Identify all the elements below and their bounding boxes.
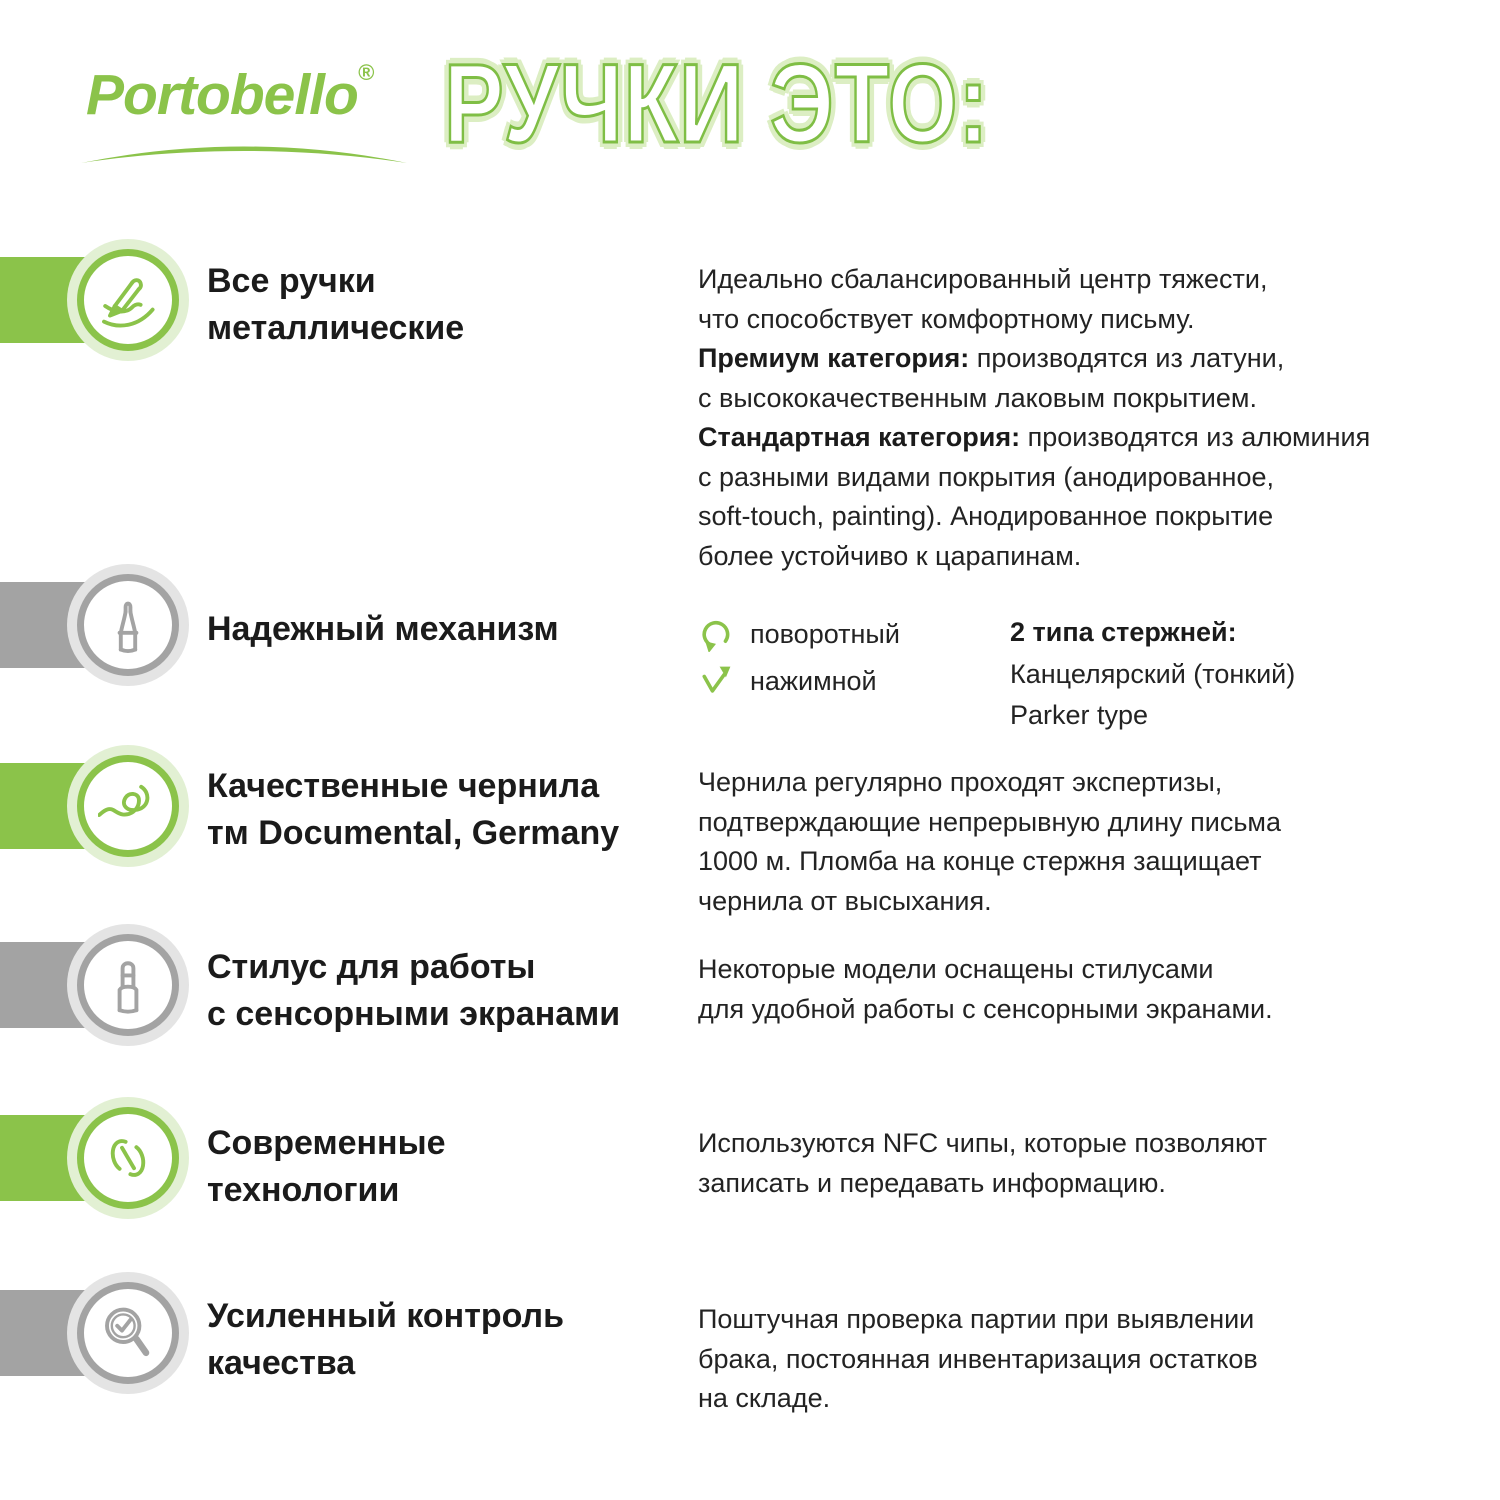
feature-heading xyxy=(207,606,559,653)
badge-ring xyxy=(77,934,179,1036)
heading-line: с сенсорными экранами xyxy=(207,995,621,1033)
feature-heading xyxy=(207,944,620,1038)
mechanism-item xyxy=(698,614,900,654)
feature-heading xyxy=(207,258,464,352)
feature-badge xyxy=(67,1272,189,1394)
feature-heading xyxy=(207,1120,446,1214)
feature-heading xyxy=(207,1293,564,1387)
mechanism-list xyxy=(698,614,900,701)
feature-heading xyxy=(207,763,619,857)
rotate-icon xyxy=(698,616,734,652)
heading-line: Усиленный контроль xyxy=(207,1297,565,1335)
feature-description: Используются NFC чипы, которые позволяют записать и передавать информацию. xyxy=(698,1128,1267,1198)
feature-badge xyxy=(67,924,189,1046)
feature-description: Чернила регулярно проходят экспертизы, подтверждающие непрерывную длину письма 1000 м. Пломба на конце стержня защищает чернила от высыхания. xyxy=(698,767,1281,916)
feature-badge xyxy=(67,745,189,867)
feature-description: Некоторые модели оснащены стилусами для удобной работы с сенсорными экранами. xyxy=(698,954,1273,1024)
heading-line: качества xyxy=(207,1344,356,1382)
logo-swoosh-icon xyxy=(76,138,412,168)
feature-badge xyxy=(67,564,189,686)
feature-description: Поштучная проверка партии при выявлении брака, постоянная инвентаризация остатков на складе. xyxy=(698,1304,1258,1413)
heading-line: Надежный механизм xyxy=(207,610,559,648)
badge-ring xyxy=(77,249,179,351)
refill-types-title: 2 типа стержней: xyxy=(1010,617,1237,647)
mechanism-label: поворотный xyxy=(750,618,900,649)
heading-line: металлические xyxy=(207,309,465,347)
heading-line: Стилус для работы xyxy=(207,948,536,986)
badge-ring xyxy=(77,574,179,676)
logo-text: Portobello xyxy=(86,63,358,127)
refill-type: Parker type xyxy=(1010,700,1149,730)
mechanism-item xyxy=(698,661,900,701)
refill-types xyxy=(1010,612,1295,737)
heading-line: Современные xyxy=(207,1124,446,1162)
push-icon xyxy=(698,663,734,699)
pen-writing-icon xyxy=(98,270,158,330)
portobello-logo xyxy=(86,60,375,127)
magnifier-check-icon xyxy=(98,1303,158,1363)
badge-ring xyxy=(77,755,179,857)
heading-line: Все ручки xyxy=(207,262,376,300)
ink-swirl-icon xyxy=(98,776,158,836)
feature-badge xyxy=(67,1097,189,1219)
mechanism-label: нажимной xyxy=(750,665,877,696)
heading-line: Качественные чернила xyxy=(207,767,600,805)
page-title: РУЧКИ ЭТО: xyxy=(444,41,990,166)
badge-ring xyxy=(77,1282,179,1384)
badge-ring xyxy=(77,1107,179,1209)
refill-type: Канцелярский (тонкий) xyxy=(1010,658,1296,689)
feature-badge xyxy=(67,239,189,361)
stylus-icon xyxy=(98,955,158,1015)
heading-line: тм Documental, Germany xyxy=(207,814,620,852)
pen-tip-icon xyxy=(98,595,158,655)
feature-description: Идеально сбалансированный центр тяжести, что способствует комфортному письму. Премиум категория: производятся из латуни, с высококачественным лаковым покрытием. Стандартная категория: производятся из алюминия с разными видами покрытия (анодированное, soft-touch, painting). Анодированное покрытие более устойчиво к царапинам. xyxy=(698,264,1371,571)
heading-line: технологии xyxy=(207,1171,400,1209)
registered-trademark: ® xyxy=(357,60,375,85)
nfc-icon xyxy=(98,1128,158,1188)
